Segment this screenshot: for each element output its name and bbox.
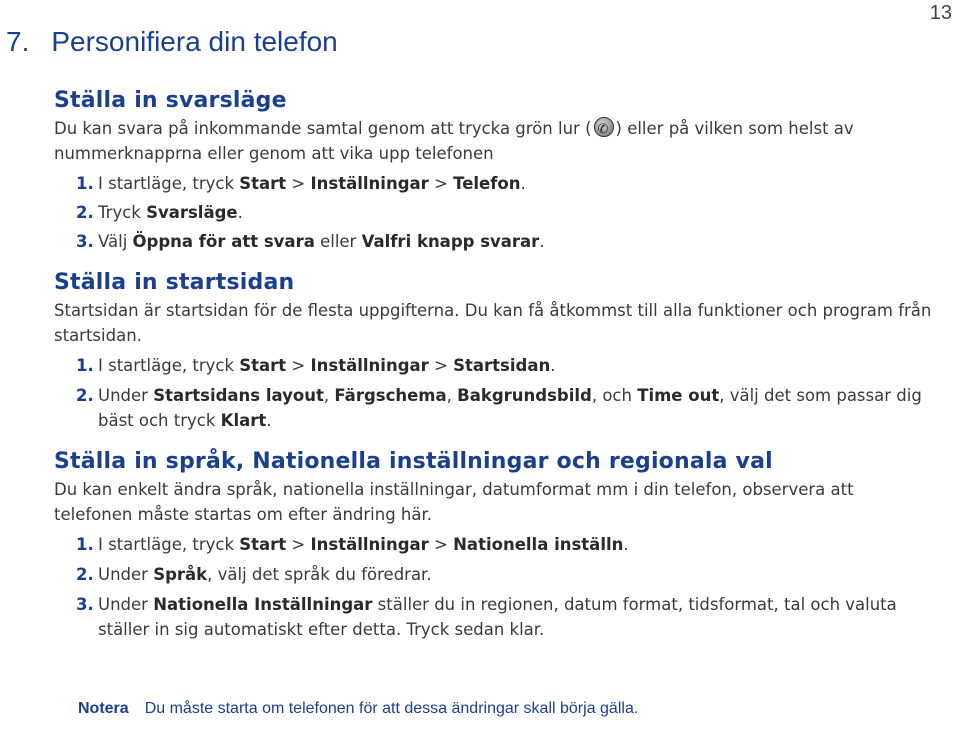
- page-content: [54, 86, 934, 642]
- list-item: 1. I startläge, tryck Start > Inställningar > Telefon.: [76, 174, 526, 193]
- chapter-title-text: Personifiera din telefon: [51, 26, 338, 57]
- list-item: 2. Under Språk, välj det språk du föredrar.: [76, 565, 432, 584]
- list-item: 1. I startläge, tryck Start > Inställningar > Nationella inställn.: [76, 535, 629, 554]
- section-intro: Du kan enkelt ändra språk, nationella inställningar, datumformat mm i din telefon, observera att telefonen måste startas om efter ändring här.: [54, 480, 854, 524]
- note-text: Du måste starta om telefonen för att dessa ändringar skall börja gälla.: [144, 700, 639, 717]
- section-heading: Ställa in språk, Nationella inställningar och regionala val: [54, 449, 773, 474]
- page-number: 13: [929, 2, 952, 24]
- section-heading: Ställa in svarsläge: [54, 88, 287, 113]
- list-item: 2. Under Startsidans layout, Färgschema, Bakgrundsbild, och Time out, välj det som passar dig bäst och tryck Klart.: [76, 386, 922, 430]
- note: [78, 700, 638, 718]
- list-item: 1. I startläge, tryck Start > Inställningar > Startsidan.: [76, 356, 556, 375]
- chapter-title: [6, 26, 338, 58]
- steps-list: [54, 353, 934, 433]
- section-start-page: [54, 268, 934, 433]
- list-item: 3. Under Nationella Inställningar ställer du in regionen, datum format, tidsformat, tal och valuta ställer in sig automatiskt efter detta. Tryck sedan klar.: [76, 595, 897, 639]
- section-answer-mode: [54, 86, 934, 254]
- section-intro: Startsidan är startsidan för de flesta uppgifterna. Du kan få åtkommst till alla funktioner och program från startsidan.: [54, 301, 932, 345]
- section-intro: Du kan svara på inkommande samtal genom att trycka grön lur (✆ ) eller på vilken som helst av nummerknapprna eller genom att vika upp telefonen: [54, 116, 934, 166]
- list-item: 2. Tryck Svarsläge.: [76, 203, 243, 222]
- chapter-number: 7.: [6, 26, 30, 57]
- section-language-region: [54, 447, 934, 642]
- section-heading: Ställa in startsidan: [54, 270, 295, 295]
- steps-list: [54, 171, 934, 254]
- steps-list: [54, 532, 934, 642]
- green-call-key-icon: [594, 117, 614, 137]
- note-label: Notera: [78, 700, 129, 717]
- list-item: 3. Välj Öppna för att svara eller Valfri knapp svarar.: [76, 232, 545, 251]
